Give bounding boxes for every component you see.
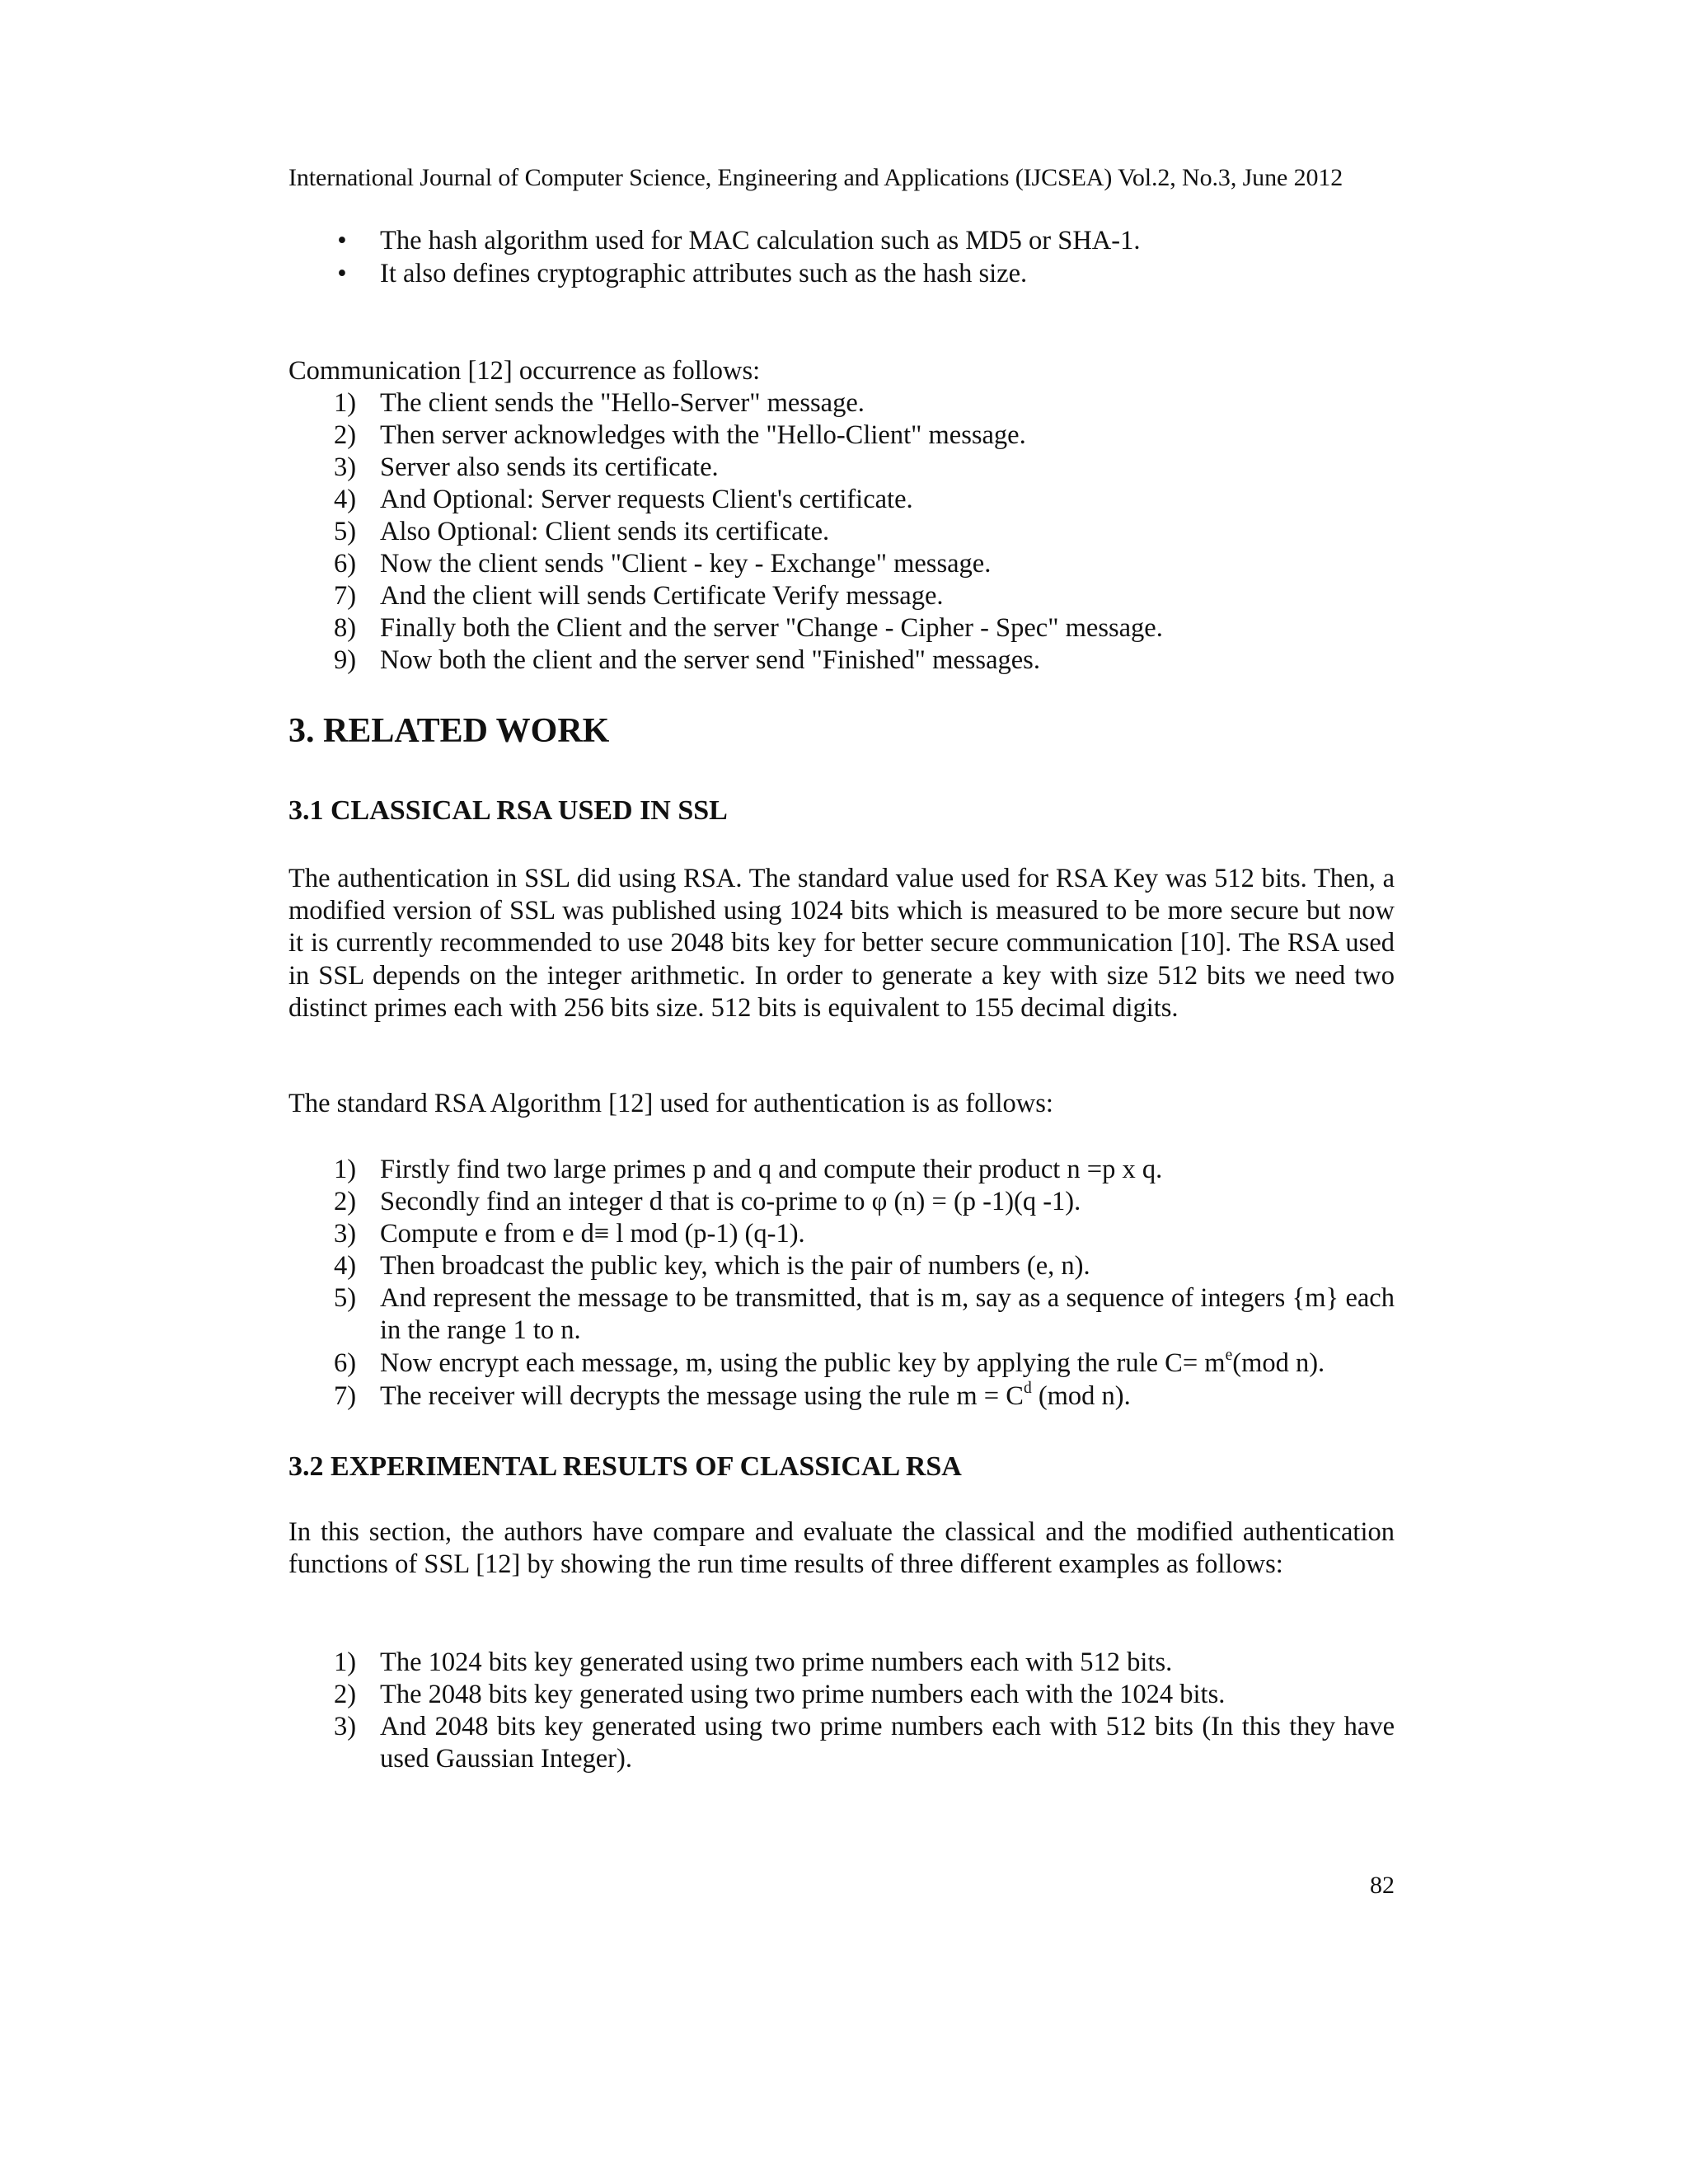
communication-steps <box>288 387 1395 677</box>
running-head: International Journal of Computer Science, Engineering and Applications (IJCSEA) Vol.2, No.3, June 2012 <box>288 164 1343 191</box>
item-number: 2) <box>334 1187 357 1216</box>
item-number: 7) <box>334 1381 357 1411</box>
item-number: 3) <box>334 1219 357 1249</box>
item-number: 2) <box>334 1680 357 1709</box>
item-text: The 2048 bits key generated using two prime numbers each with the 1024 bits. <box>380 1680 1226 1709</box>
list-item <box>288 1186 1395 1218</box>
superscript-e: e <box>1225 1347 1233 1365</box>
item-number: 1) <box>334 1647 357 1677</box>
page-number: 82 <box>1370 1872 1395 1899</box>
item-text <box>380 1347 1395 1380</box>
item-text: The 1024 bits key generated using two prime numbers each with 512 bits. <box>380 1647 1173 1677</box>
list-item <box>288 1218 1395 1250</box>
item-text: Finally both the Client and the server "Change - Cipher - Spec" message. <box>380 613 1163 643</box>
item-text: Compute e from e d≡ l mod (p-1) (q-1). <box>380 1219 805 1249</box>
bullet-item <box>288 257 1395 290</box>
item-number: 5) <box>334 1283 357 1313</box>
item-number: 3) <box>334 452 357 482</box>
item-text: And the client will sends Certificate Verify message. <box>380 581 944 611</box>
item-text: And represent the message to be transmitted, that is m, say as a sequence of integers {m} each in the range 1 to n. <box>380 1283 1395 1345</box>
item-text: Firstly find two large primes p and q and compute their product n =p x q. <box>380 1155 1163 1184</box>
item-text: And 2048 bits key generated using two prime numbers each with 512 bits (In this they have used Gaussian Integer). <box>380 1712 1395 1774</box>
item-text: The client sends the "Hello-Server" message. <box>380 388 865 418</box>
item-text <box>380 1380 1395 1413</box>
formula-text: Now encrypt each message, m, using the public key by applying the rule C= m <box>380 1348 1226 1378</box>
list-item <box>288 1679 1395 1711</box>
item-number: 8) <box>334 613 357 643</box>
item-number: 2) <box>334 420 357 450</box>
item-text: Now both the client and the server send "Finished" messages. <box>380 645 1040 675</box>
list-item <box>288 580 1395 612</box>
item-text: Now the client sends "Client - key - Exchange" message. <box>380 549 992 579</box>
list-item <box>288 387 1395 419</box>
formula-text: The receiver will decrypts the message using the rule m = C <box>380 1381 1024 1411</box>
list-item <box>288 1250 1395 1282</box>
item-text: And Optional: Server requests Client's certificate. <box>380 485 913 514</box>
subsection-heading: 3.2 EXPERIMENTAL RESULTS OF CLASSICAL RSA <box>288 1451 962 1482</box>
list-item <box>288 1647 1395 1679</box>
item-number: 9) <box>334 645 357 675</box>
item-number: 4) <box>334 485 357 514</box>
communication-intro: Communication [12] occurrence as follows: <box>288 356 761 386</box>
bullet-text: The hash algorithm used for MAC calculation such as MD5 or SHA-1. <box>380 226 1141 255</box>
list-item <box>288 1347 1395 1380</box>
item-number: 5) <box>334 517 357 546</box>
body-paragraph: The authentication in SSL did using RSA. The standard value used for RSA Key was 512 bits. Then, a modified version of SSL was published using 1024 bits which is measured to be more secure but now it is currently recommended to use 2048 bits key for better secure communication [10]. The RSA used in SSL depends on the integer arithmetic. In order to generate a key with size 512 bits we need two distinct primes each with 256 bits size. 512 bits is equivalent to 155 decimal digits. <box>288 864 1395 1023</box>
list-item <box>288 452 1395 484</box>
item-text: Secondly find an integer d that is co-prime to φ (n) = (p -1)(q -1). <box>380 1187 1081 1216</box>
subsection-heading: 3.1 CLASSICAL RSA USED IN SSL <box>288 795 728 826</box>
list-item <box>288 1282 1395 1347</box>
item-number: 1) <box>334 388 357 418</box>
formula-text: (mod n). <box>1031 1381 1131 1411</box>
list-item <box>288 1154 1395 1186</box>
list-item <box>288 644 1395 677</box>
bullet-list <box>288 224 1395 290</box>
item-text: Server also sends its certificate. <box>380 452 719 482</box>
item-number: 7) <box>334 581 357 611</box>
list-item <box>288 1380 1395 1413</box>
communication-block <box>288 354 1395 677</box>
item-number: 1) <box>334 1155 357 1184</box>
list-item <box>288 484 1395 516</box>
section-heading: 3. RELATED WORK <box>288 712 610 750</box>
list-item <box>288 612 1395 644</box>
rsa-algorithm-steps <box>288 1154 1395 1413</box>
bullet-dot: • <box>337 226 347 255</box>
bullet-text: It also defines cryptographic attributes such as the hash size. <box>380 259 1028 288</box>
list-item <box>288 548 1395 580</box>
formula-text: (mod n). <box>1232 1348 1325 1378</box>
item-text: Then server acknowledges with the "Hello-Client" message. <box>380 420 1026 450</box>
item-number: 4) <box>334 1251 357 1281</box>
algorithm-intro: The standard RSA Algorithm [12] used for authentication is as follows: <box>288 1089 1053 1118</box>
list-item <box>288 516 1395 548</box>
item-text: Also Optional: Client sends its certificate. <box>380 517 830 546</box>
experiment-list <box>288 1647 1395 1775</box>
item-number: 6) <box>334 1348 357 1378</box>
superscript-d: d <box>1023 1380 1032 1398</box>
list-item <box>288 419 1395 452</box>
list-item <box>288 1711 1395 1775</box>
bullet-dot: • <box>337 259 347 288</box>
item-text: Then broadcast the public key, which is the pair of numbers (e, n). <box>380 1251 1090 1281</box>
item-number: 3) <box>334 1712 357 1741</box>
body-paragraph: In this section, the authors have compare and evaluate the classical and the modified authentication functions of SSL [12] by showing the run time results of three different examples as follows: <box>288 1517 1395 1580</box>
bullet-item <box>288 224 1395 257</box>
item-number: 6) <box>334 549 357 579</box>
